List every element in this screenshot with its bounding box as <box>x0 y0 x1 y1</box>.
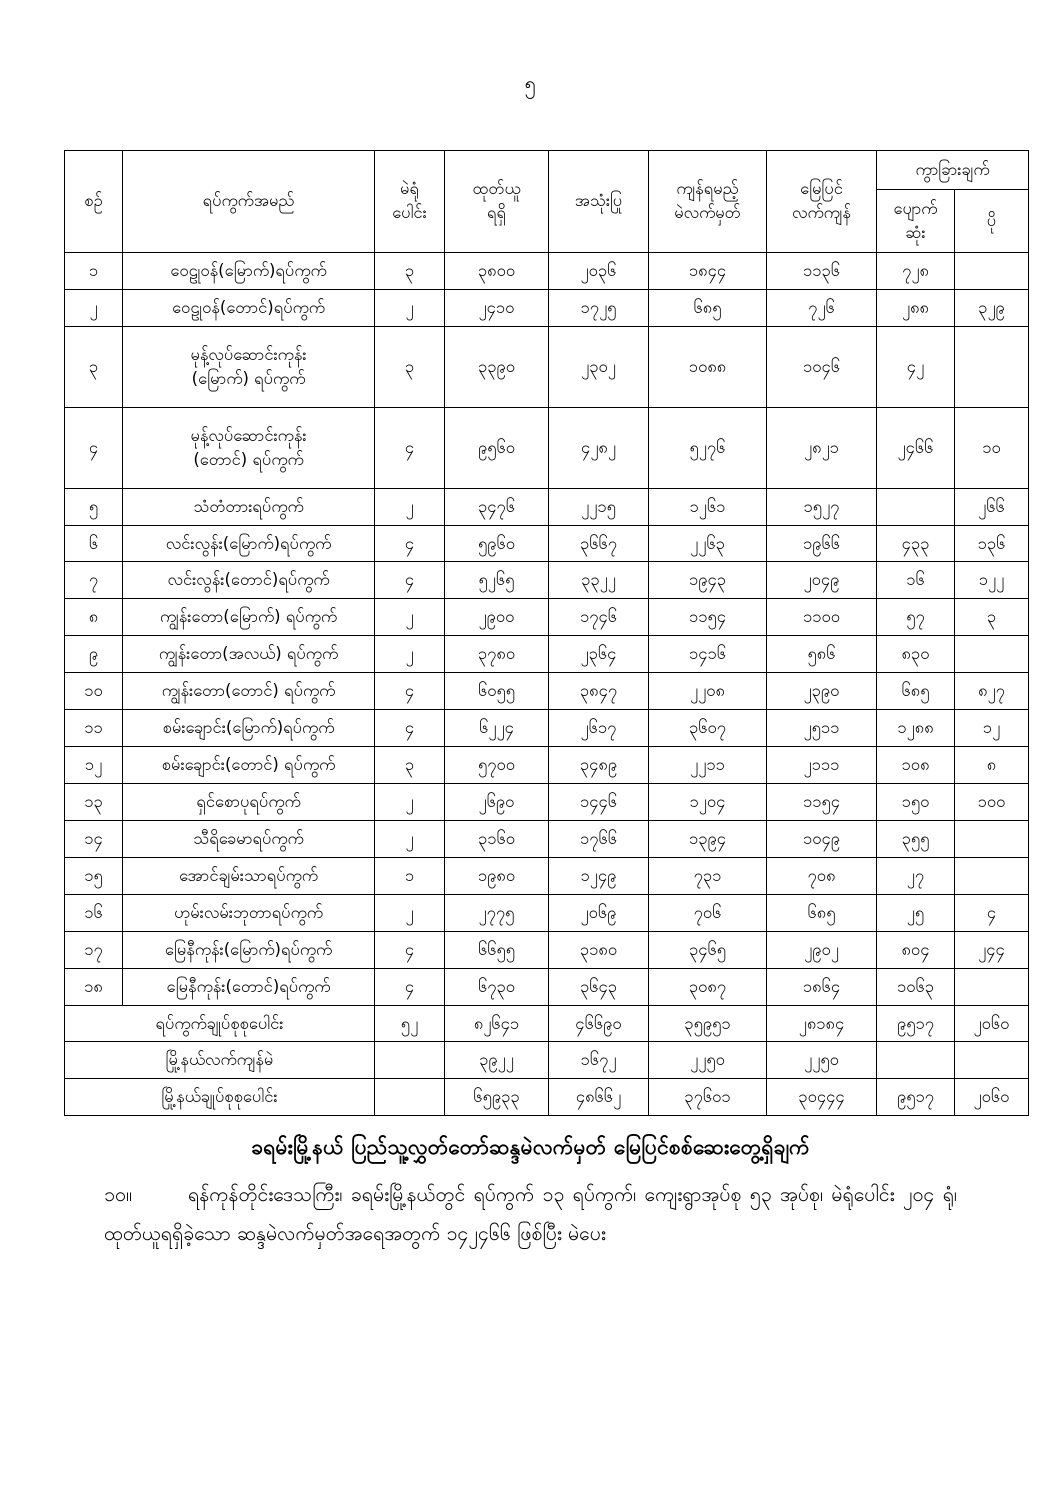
cell-remaining: ၁၉၄၃ <box>649 562 767 599</box>
cell-short: ၄၂ <box>877 326 955 407</box>
cell-short: ၂၈၈ <box>877 289 955 326</box>
cell-booths: ၂ <box>375 820 445 857</box>
header-difference: ကွာခြားချက် <box>877 151 1029 190</box>
table-summary-row <box>65 1005 1029 1042</box>
cell-remaining: ၁၈၄၄ <box>649 252 767 289</box>
cell-actual: ၁၁၃၆ <box>767 252 877 289</box>
cell-ward-name: ဝေဠုဝန်(တောင်)ရပ်ကွက် <box>123 289 375 326</box>
summary-label: မြို့နယ်ချုပ်စုစုပေါင်း <box>65 1079 375 1116</box>
summary-over: ၂၀၆၀ <box>955 1079 1029 1116</box>
cell-no: ၁၄ <box>65 820 123 857</box>
summary-issued: ၆၅၉၃၃ <box>445 1079 549 1116</box>
cell-booths: ၂ <box>375 636 445 673</box>
cell-ward-name: ရှင်စောပုရပ်ကွက် <box>123 783 375 820</box>
cell-over <box>955 636 1029 673</box>
summary-issued: ၈၂၆၄၁ <box>445 1005 549 1042</box>
cell-ward-name: ကျွန်းတော(မြောက်) ရပ်ကွက် <box>123 599 375 636</box>
cell-short: ၁၂၈၈ <box>877 710 955 747</box>
table-row <box>65 710 1029 747</box>
cell-issued: ၅၂၆၅ <box>445 562 549 599</box>
cell-issued: ၆၇၃၀ <box>445 968 549 1005</box>
cell-actual: ၇၂၆ <box>767 289 877 326</box>
table-row <box>65 488 1029 525</box>
summary-actual: ၂၂၅၀ <box>767 1042 877 1079</box>
cell-ward-name <box>123 326 375 407</box>
cell-no: ၁၅ <box>65 857 123 894</box>
cell-booths: ၄ <box>375 562 445 599</box>
header-remaining <box>649 151 767 253</box>
cell-used: ၃၁၈၀ <box>549 931 649 968</box>
table-row <box>65 894 1029 931</box>
table-row <box>65 562 1029 599</box>
cell-booths: ၂ <box>375 488 445 525</box>
cell-issued: ၃၁၆၀ <box>445 820 549 857</box>
cell-ward-name: စမ်းချောင်း(မြောက်)ရပ်ကွက် <box>123 710 375 747</box>
summary-remaining: ၂၂၅၀ <box>649 1042 767 1079</box>
cell-short: ၁၆ <box>877 562 955 599</box>
cell-used: ၃၆၆၇ <box>549 525 649 562</box>
cell-short: ၆၈၅ <box>877 673 955 710</box>
summary-remaining: ၃၅၉၅၁ <box>649 1005 767 1042</box>
cell-remaining: ၁၃၉၄ <box>649 820 767 857</box>
paragraph-number: ၁၀။ <box>104 1183 132 1207</box>
summary-short <box>877 1042 955 1079</box>
cell-issued: ၂၇၇၅ <box>445 894 549 931</box>
cell-over: ၂၆၆ <box>955 488 1029 525</box>
cell-remaining: ၃၀၈၇ <box>649 968 767 1005</box>
cell-no: ၅ <box>65 488 123 525</box>
cell-used: ၁၂၄၉ <box>549 857 649 894</box>
cell-remaining: ၁၀၈၈ <box>649 326 767 407</box>
cell-short: ၃၅၅ <box>877 820 955 857</box>
table-row <box>65 326 1029 407</box>
cell-remaining: ၂၂၀၈ <box>649 673 767 710</box>
summary-booths <box>375 1079 445 1116</box>
cell-actual: ၁၁၀၀ <box>767 599 877 636</box>
cell-issued: ၂၄၁၀ <box>445 289 549 326</box>
table-row <box>65 525 1029 562</box>
cell-booths: ၄ <box>375 931 445 968</box>
cell-actual: ၁၁၅၄ <box>767 783 877 820</box>
cell-issued: ၉၅၆၀ <box>445 407 549 488</box>
summary-actual: ၃၀၄၄၄ <box>767 1079 877 1116</box>
cell-no: ၂ <box>65 289 123 326</box>
cell-short: ၄၃၃ <box>877 525 955 562</box>
cell-remaining: ၆၈၅ <box>649 289 767 326</box>
header-issued <box>445 151 549 253</box>
cell-actual: ၂၃၉၀ <box>767 673 877 710</box>
cell-booths: ၄ <box>375 525 445 562</box>
cell-remaining: ၇၀၆ <box>649 894 767 931</box>
cell-issued: ၁၉၈၀ <box>445 857 549 894</box>
cell-short: ၂၇ <box>877 857 955 894</box>
table-summary-row <box>65 1079 1029 1116</box>
cell-ward-name-line1: မုန့်လုပ်ဆောင်းကုန်း <box>190 344 307 364</box>
cell-ward-name: အောင်ချမ်းသာရပ်ကွက် <box>123 857 375 894</box>
table-row <box>65 931 1029 968</box>
cell-over <box>955 968 1029 1005</box>
cell-remaining: ၂၂၁၁ <box>649 747 767 784</box>
cell-booths: ၄ <box>375 407 445 488</box>
table-header-row-1 <box>65 151 1029 190</box>
cell-no: ၁၈ <box>65 968 123 1005</box>
header-issued-line2: ရရှိ <box>487 203 506 223</box>
header-remaining-line2: မဲလက်မှတ် <box>674 203 741 223</box>
cell-actual: ၂၅၁၁ <box>767 710 877 747</box>
header-actual <box>767 151 877 253</box>
cell-over <box>955 326 1029 407</box>
cell-no: ၉ <box>65 636 123 673</box>
cell-remaining: ၁၂၆၁ <box>649 488 767 525</box>
cell-ward-name: မြေနီကုန်း(မြောက်)ရပ်ကွက် <box>123 931 375 968</box>
cell-used: ၂၂၁၅ <box>549 488 649 525</box>
table-row <box>65 599 1029 636</box>
cell-issued: ၂၆၉၀ <box>445 783 549 820</box>
cell-used: ၃၈၄၇ <box>549 673 649 710</box>
cell-booths: ၁ <box>375 857 445 894</box>
table-header <box>65 151 1029 253</box>
table-row <box>65 857 1029 894</box>
cell-no: ၁၀ <box>65 673 123 710</box>
cell-short: ၅၇ <box>877 599 955 636</box>
cell-actual: ၂၀၄၉ <box>767 562 877 599</box>
cell-short: ၂၄၆၆ <box>877 407 955 488</box>
cell-issued: ၂၉၀၀ <box>445 599 549 636</box>
table-summary-row <box>65 1042 1029 1079</box>
cell-actual: ၇၀၈ <box>767 857 877 894</box>
summary-over: ၂၀၆၀ <box>955 1005 1029 1042</box>
cell-ward-name: သံတံတားရပ်ကွက် <box>123 488 375 525</box>
summary-remaining: ၃၇၆၀၁ <box>649 1079 767 1116</box>
cell-short: ၁၅၀ <box>877 783 955 820</box>
cell-ward-name: မြေနီကုန်း(တောင်)ရပ်ကွက် <box>123 968 375 1005</box>
cell-booths: ၂ <box>375 894 445 931</box>
cell-short: ၇၂၈ <box>877 252 955 289</box>
header-remaining-line1: ကျန်ရမည့် <box>676 179 739 199</box>
cell-used: ၃၆၄၃ <box>549 968 649 1005</box>
summary-issued: ၃၉၂၂ <box>445 1042 549 1079</box>
cell-issued: ၆၀၅၅ <box>445 673 549 710</box>
cell-used: ၁၇၄၆ <box>549 599 649 636</box>
cell-used: ၂၀၃၆ <box>549 252 649 289</box>
table-row <box>65 289 1029 326</box>
cell-over: ၈၂၇ <box>955 673 1029 710</box>
cell-over <box>955 252 1029 289</box>
header-short-line2: ဆုံး <box>905 222 926 242</box>
table-row <box>65 783 1029 820</box>
cell-used: ၃၃၂၂ <box>549 562 649 599</box>
cell-booths: ၃ <box>375 326 445 407</box>
cell-no: ၁ <box>65 252 123 289</box>
summary-actual: ၂၈၁၈၄ <box>767 1005 877 1042</box>
cell-ward-name: သီရိခေမာရပ်ကွက် <box>123 820 375 857</box>
cell-actual: ၅၈၆ <box>767 636 877 673</box>
cell-remaining: ၁၁၅၄ <box>649 599 767 636</box>
header-no: စဉ် <box>65 151 123 253</box>
cell-used: ၂၀၆၉ <box>549 894 649 931</box>
cell-over: ၁၀ <box>955 407 1029 488</box>
cell-ward-name: ကျွန်းတော(တောင်) ရပ်ကွက် <box>123 673 375 710</box>
cell-booths: ၃ <box>375 252 445 289</box>
cell-no: ၈ <box>65 599 123 636</box>
table-body <box>65 252 1029 1116</box>
cell-issued: ၆၆၅၅ <box>445 931 549 968</box>
cell-no: ၆ <box>65 525 123 562</box>
cell-actual: ၂၉၀၂ <box>767 931 877 968</box>
cell-booths: ၄ <box>375 710 445 747</box>
cell-remaining: ၃၆၀၇ <box>649 710 767 747</box>
summary-over <box>955 1042 1029 1079</box>
header-actual-line2: လက်ကျန် <box>792 203 851 223</box>
cell-issued: ၃၄၇၆ <box>445 488 549 525</box>
cell-over: ၁၃၆ <box>955 525 1029 562</box>
cell-issued: ၃၈၀၀ <box>445 252 549 289</box>
cell-booths: ၂ <box>375 599 445 636</box>
cell-over: ၁၂ <box>955 710 1029 747</box>
cell-issued: ၆၂၂၄ <box>445 710 549 747</box>
summary-booths <box>375 1042 445 1079</box>
cell-no: ၁၇ <box>65 931 123 968</box>
cell-actual: ၁၉၆၆ <box>767 525 877 562</box>
cell-over: ၁၀၀ <box>955 783 1029 820</box>
summary-used: ၁၆၇၂ <box>549 1042 649 1079</box>
cell-ward-name-line2: (မြောက်) ရပ်ကွက် <box>191 368 306 388</box>
cell-used: ၁၄၄၆ <box>549 783 649 820</box>
cell-ward-name: ကျွန်းတော(အလယ်) ရပ်ကွက် <box>123 636 375 673</box>
cell-used: ၁၇၆၆ <box>549 820 649 857</box>
cell-used: ၃၄၈၉ <box>549 747 649 784</box>
cell-no: ၁၁ <box>65 710 123 747</box>
table-row <box>65 673 1029 710</box>
table-caption: ခရမ်းမြို့နယ် ပြည်သူ့လွှတ်တော်ဆန္ဒမဲလက်မှတ် မြေပြင်စစ်ဆေးတွေ့ရှိချက် <box>251 1135 810 1160</box>
header-ward-name: ရပ်ကွက်အမည် <box>123 151 375 253</box>
cell-used: ၂၆၁၇ <box>549 710 649 747</box>
cell-actual: ၂၈၂၁ <box>767 407 877 488</box>
cell-actual: ၁၈၆၄ <box>767 968 877 1005</box>
summary-short: ၉၅၁၇ <box>877 1079 955 1116</box>
cell-ward-name-line2: (တောင်) ရပ်ကွက် <box>193 449 304 469</box>
cell-used: ၁၇၂၅ <box>549 289 649 326</box>
cell-booths: ၂ <box>375 289 445 326</box>
page-number: ၅ <box>524 71 537 95</box>
cell-no: ၇ <box>65 562 123 599</box>
body-paragraph <box>104 1175 957 1253</box>
header-actual-line1: မြေပြင် <box>800 179 843 199</box>
cell-used: ၂၃၀၂ <box>549 326 649 407</box>
cell-issued: ၅၉၆၀ <box>445 525 549 562</box>
cell-no: ၃ <box>65 326 123 407</box>
cell-no: ၁၆ <box>65 894 123 931</box>
cell-actual: ၁၅၂၇ <box>767 488 877 525</box>
cell-over: ၁၂၂ <box>955 562 1029 599</box>
cell-short: ၈၀၄ <box>877 931 955 968</box>
cell-ward-name-line1: မုန့်လုပ်ဆောင်းကုန်း <box>190 425 307 445</box>
cell-actual: ၁၀၄၉ <box>767 820 877 857</box>
header-short <box>877 189 955 252</box>
cell-issued: ၃၇၈၀ <box>445 636 549 673</box>
table-row <box>65 747 1029 784</box>
header-over: ပို <box>955 189 1029 252</box>
cell-remaining: ၃၄၆၅ <box>649 931 767 968</box>
cell-remaining: ၁၂၀၄ <box>649 783 767 820</box>
summary-used: ၄၈၆၆၂ <box>549 1079 649 1116</box>
header-booths-line1: မဲရုံ <box>400 179 419 199</box>
header-issued-line1: ထုတ်ယူ <box>472 179 521 199</box>
summary-short: ၉၅၁၇ <box>877 1005 955 1042</box>
table-row <box>65 252 1029 289</box>
summary-label: ရပ်ကွက်ချုပ်စုစုပေါင်း <box>65 1005 375 1042</box>
cell-over <box>955 820 1029 857</box>
header-used: အသုံးပြု <box>549 151 649 253</box>
cell-over: ၂၄၄ <box>955 931 1029 968</box>
cell-remaining: ၁၄၁၆ <box>649 636 767 673</box>
cell-short: ၁၀၆၃ <box>877 968 955 1005</box>
cell-no: ၄ <box>65 407 123 488</box>
cell-issued: ၃၃၉၀ <box>445 326 549 407</box>
summary-label: မြို့နယ်လက်ကျန်မဲ <box>65 1042 375 1079</box>
header-short-line1: ပျောက် <box>893 198 938 218</box>
cell-no: ၁၂ <box>65 747 123 784</box>
cell-over: ၃၂၉ <box>955 289 1029 326</box>
cell-ward-name: လင်းလွန်း(တောင်)ရပ်ကွက် <box>123 562 375 599</box>
cell-actual: ၆၈၅ <box>767 894 877 931</box>
cell-booths: ၄ <box>375 968 445 1005</box>
cell-used: ၄၂၈၂ <box>549 407 649 488</box>
cell-remaining: ၂၂၆၃ <box>649 525 767 562</box>
cell-short: ၁၀၈ <box>877 747 955 784</box>
cell-ward-name: လင်းလွန်း(မြောက်)ရပ်ကွက် <box>123 525 375 562</box>
cell-remaining: ၅၂၇၆ <box>649 407 767 488</box>
cell-short: ၂၅ <box>877 894 955 931</box>
summary-booths: ၅၂ <box>375 1005 445 1042</box>
cell-used: ၂၃၆၄ <box>549 636 649 673</box>
cell-ward-name: စမ်းချောင်း(တောင်) ရပ်ကွက် <box>123 747 375 784</box>
cell-ward-name: ဝေဠုဝန်(မြောက်)ရပ်ကွက် <box>123 252 375 289</box>
cell-over: ၄ <box>955 894 1029 931</box>
cell-issued: ၅၇၀၀ <box>445 747 549 784</box>
cell-over <box>955 857 1029 894</box>
cell-ward-name: ဟုမ်းလမ်းဘုတာရပ်ကွက် <box>123 894 375 931</box>
cell-short: ၈၃၀ <box>877 636 955 673</box>
header-booths <box>375 151 445 253</box>
table-row <box>65 407 1029 488</box>
cell-remaining: ၇၃၁ <box>649 857 767 894</box>
cell-over: ၈ <box>955 747 1029 784</box>
cell-actual: ၂၁၁၁ <box>767 747 877 784</box>
header-booths-line2: ပေါင်း <box>392 203 427 223</box>
cell-short <box>877 488 955 525</box>
table-row <box>65 636 1029 673</box>
cell-actual: ၁၀၄၆ <box>767 326 877 407</box>
table-row <box>65 968 1029 1005</box>
vote-audit-table <box>64 150 1029 1116</box>
cell-over: ၃ <box>955 599 1029 636</box>
cell-booths: ၃ <box>375 747 445 784</box>
paragraph-text: ရန်ကုန်တိုင်းဒေသကြီး၊ ခရမ်းမြို့နယ်တွင် ရပ်ကွက် ၁၃ ရပ်ကွက်၊ ကျေးရွာအုပ်စု ၅၃ အုပ်စု၊ မဲရုံပေါင်း ၂၀၄ ရုံ၊ ထုတ်ယူရရှိခဲ့သော ဆန္ဒမဲလက်မှတ်အရေအတွက် ၁၄၂၄၆၆ ဖြစ်ပြီး မဲပေး <box>104 1183 957 1246</box>
table-row <box>65 820 1029 857</box>
cell-booths: ၄ <box>375 673 445 710</box>
summary-used: ၄၆၆၉၀ <box>549 1005 649 1042</box>
cell-ward-name <box>123 407 375 488</box>
cell-no: ၁၃ <box>65 783 123 820</box>
cell-booths: ၂ <box>375 783 445 820</box>
